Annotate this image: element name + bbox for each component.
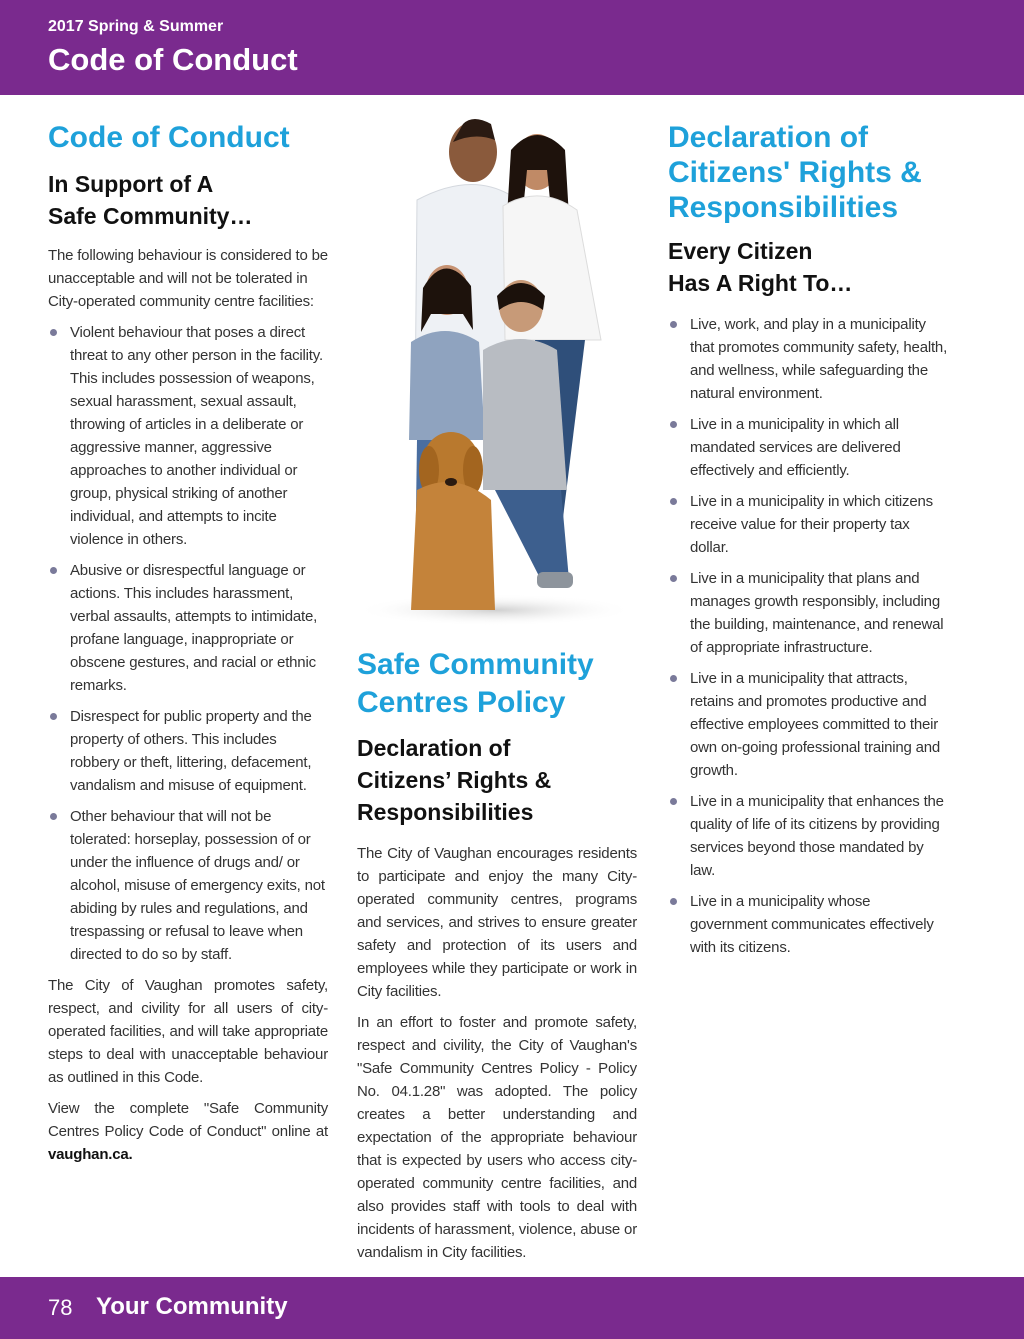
code-of-conduct-subheading (48, 168, 328, 232)
list-item (48, 559, 328, 697)
heading-line: Responsibilities (668, 191, 899, 224)
code-of-conduct-view (48, 1097, 328, 1166)
declaration-subheading (668, 235, 948, 299)
policy-column (357, 646, 637, 1264)
bullet-icon (670, 798, 677, 805)
policy-paragraph-2: In an effort to foster and promote safety, respect and civility, the City of Vaughan's "Safe Community Centres Policy - Policy No. 04.1.28" was adopted. The policy creates a better understanding and expectation of the appropriate behaviour that is expected by users who access city-operated community centre facilities, and also provides staff with tools to deal with incidents of harassment, violence, abuse or vandalism in City facilities. (357, 1014, 637, 1261)
subheading-line: Safe Community… (48, 203, 253, 229)
policy-subheading (357, 732, 637, 828)
declaration-column (668, 120, 948, 967)
bullet-text: Live, work, and play in a municipality that promotes community safety, health, and wellness, while safeguarding the natural environment. (690, 316, 948, 402)
heading-line: Safe Community (357, 648, 594, 681)
bullet-icon (50, 713, 57, 720)
bullet-text: Live in a municipality that plans and manages growth responsibly, including the building, maintenance, and renewal of appropriate infrastructure. (690, 570, 944, 656)
family-photo (345, 110, 645, 630)
list-item (668, 790, 948, 882)
code-of-conduct-heading: Code of Conduct (48, 121, 290, 154)
bullet-text: Other behaviour that will not be tolerated: horseplay, possession of or under the influence of drugs and/ or alcohol, misuse of emergency exits, not abiding by rules and regulations, and trespassing or refusal to leave when directed to do so by staff. (70, 808, 325, 963)
bullet-icon (670, 321, 677, 328)
conduct-bullet-list (48, 321, 328, 966)
declaration-heading (668, 120, 948, 225)
policy-paragraph-1: The City of Vaughan encourages residents to participate and enjoy the many City-operated community centres, programs and services, and strives to ensure greater safety and protection of its users and employees while they participate or work in City facilities. (357, 845, 637, 1000)
subheading-line: Responsibilities (357, 799, 534, 825)
list-item (48, 321, 328, 551)
subheading-line: Every Citizen (668, 238, 813, 264)
code-of-conduct-intro: The following behaviour is considered to be unacceptable and will not be tolerated in City-operated community centre facilities: (48, 247, 328, 310)
list-item (48, 705, 328, 797)
vaughan-link[interactable]: vaughan.ca. (48, 1146, 133, 1163)
bullet-icon (670, 498, 677, 505)
bullet-icon (50, 813, 57, 820)
bullet-icon (670, 421, 677, 428)
subheading-line: Has A Right To… (668, 270, 853, 296)
list-item (668, 313, 948, 405)
bullet-text: Live in a municipality whose government communicates effectively with its citizens. (690, 893, 934, 956)
bullet-icon (670, 575, 677, 582)
page-header (0, 0, 1024, 95)
bullet-icon (670, 675, 677, 682)
view-text: View the complete "Safe Community Centres Policy Code of Conduct" online at (48, 1100, 328, 1140)
heading-line: Declaration of (668, 121, 869, 154)
subheading-line: In Support of A (48, 171, 214, 197)
footer-section-title: Your Community (96, 1293, 288, 1320)
subheading-line: Citizens’ Rights & (357, 767, 552, 793)
bullet-text: Live in a municipality in which citizens receive value for their property tax dollar. (690, 493, 933, 556)
bullet-icon (670, 898, 677, 905)
bullet-icon (50, 567, 57, 574)
policy-heading (357, 646, 637, 722)
list-item (48, 805, 328, 966)
header-title: Code of Conduct (48, 42, 298, 77)
heading-line: Citizens' Rights & (668, 156, 922, 189)
list-item (668, 667, 948, 782)
bullet-text: Live in a municipality that attracts, retains and promotes productive and effective employees committed to their own on-going professional training and growth. (690, 670, 941, 779)
bullet-text: Abusive or disrespectful language or actions. This includes harassment, verbal assaults, attempts to intimidate, profane language, inappropriate or obscene gestures, and racial or ethnic remarks. (70, 562, 318, 694)
page-number: 78 (48, 1295, 73, 1320)
list-item (668, 567, 948, 659)
bullet-icon (50, 329, 57, 336)
list-item (668, 890, 948, 959)
heading-line: Centres Policy (357, 686, 566, 719)
rights-bullet-list (668, 313, 948, 959)
bullet-text: Live in a municipality that enhances the quality of life of its citizens by providing services beyond those mandated by law. (690, 793, 944, 879)
subheading-line: Declaration of (357, 735, 511, 761)
list-item (668, 413, 948, 482)
code-of-conduct-column (48, 120, 328, 1166)
header-season: 2017 Spring & Summer (48, 18, 224, 35)
bullet-text: Violent behaviour that poses a direct threat to any other person in the facility. This includes possession of weapons, sexual harassment, sexual assault, throwing of articles in a deliberate or aggressive manner, aggressive approaches to another individual or group, physical striking of another individual, and attempts to incite violence in others. (70, 324, 323, 548)
page-footer (0, 1277, 1024, 1339)
list-item (668, 490, 948, 559)
bullet-text: Live in a municipality in which all mandated services are delivered effectively and efficiently. (690, 416, 901, 479)
code-of-conduct-closing: The City of Vaughan promotes safety, respect, and civility for all users of city-operated facilities, and will take appropriate steps to deal with unacceptable behaviour as outlined in this Code. (48, 977, 328, 1086)
bullet-text: Disrespect for public property and the property of others. This includes robbery or theft, littering, defacement, vandalism and misuse of equipment. (70, 708, 312, 794)
